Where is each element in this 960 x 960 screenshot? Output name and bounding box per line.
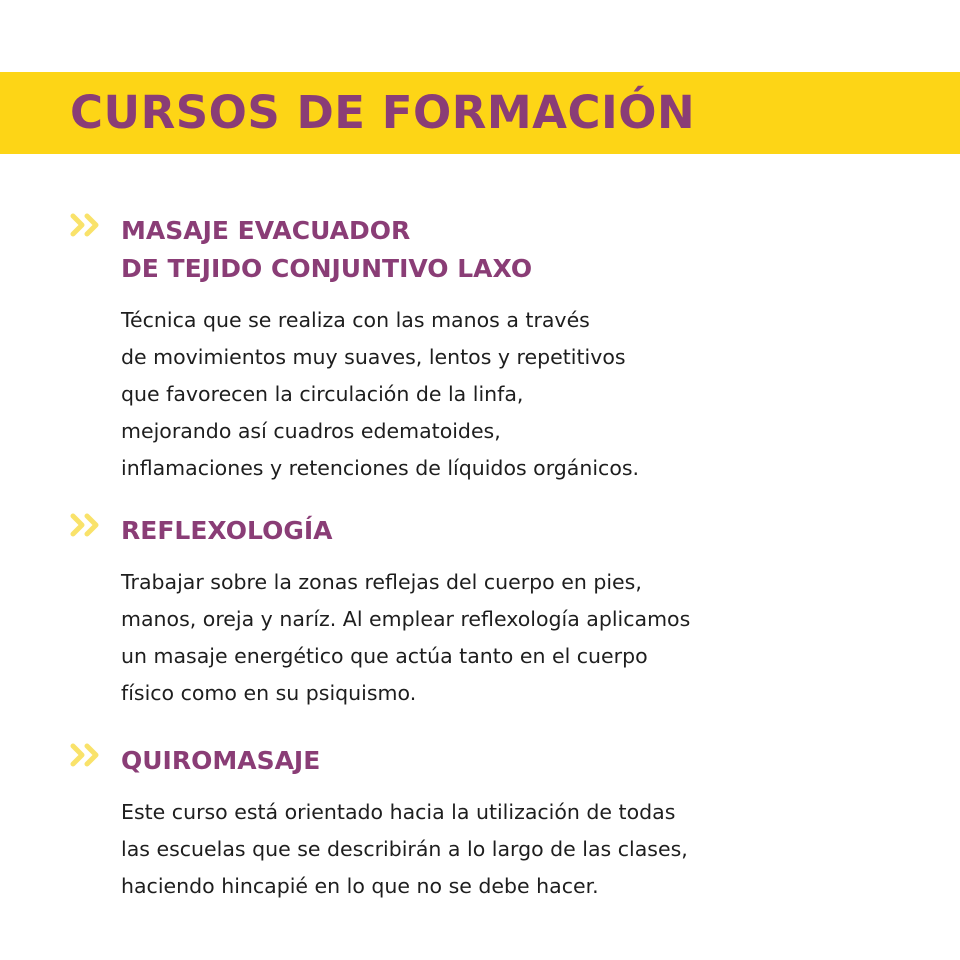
page-title: CURSOS DE FORMACIÓN [70,86,696,139]
description-line: Trabajar sobre la zonas reflejas del cuerpo en pies, [121,570,642,594]
description-line: físico como en su psiquismo. [121,681,417,705]
double-chevron-right-icon [70,212,104,238]
course-title-line: DE TEJIDO CONJUNTIVO LAXO [121,254,533,283]
double-chevron-right-icon [70,512,104,538]
description-line: mejorando así cuadros edematoides, [121,419,501,443]
course-title-line: REFLEXOLOGÍA [121,516,333,545]
description-line: haciendo hincapié en lo que no se debe hacer. [121,874,599,898]
description-line: inflamaciones y retenciones de líquidos orgánicos. [121,456,640,480]
description-line: un masaje energético que actúa tanto en el cuerpo [121,644,648,668]
description-line: de movimientos muy suaves, lentos y repetitivos [121,345,626,369]
course-title [121,742,320,780]
course-description [121,794,688,905]
course-title-line: MASAJE EVACUADOR [121,216,411,245]
course-title [121,512,333,550]
description-line: Este curso está orientado hacia la utilización de todas [121,800,676,824]
description-line: las escuelas que se describirán a lo largo de las clases, [121,837,688,861]
description-line: que favorecen la circulación de la linfa, [121,382,524,406]
description-line: manos, oreja y naríz. Al emplear reflexología aplicamos [121,607,691,631]
course-description [121,302,639,487]
double-chevron-right-icon [70,742,104,768]
course-description [121,564,690,712]
header-banner [0,72,960,154]
course-title-line: QUIROMASAJE [121,746,321,775]
course-title [121,212,532,288]
description-line: Técnica que se realiza con las manos a través [121,308,590,332]
